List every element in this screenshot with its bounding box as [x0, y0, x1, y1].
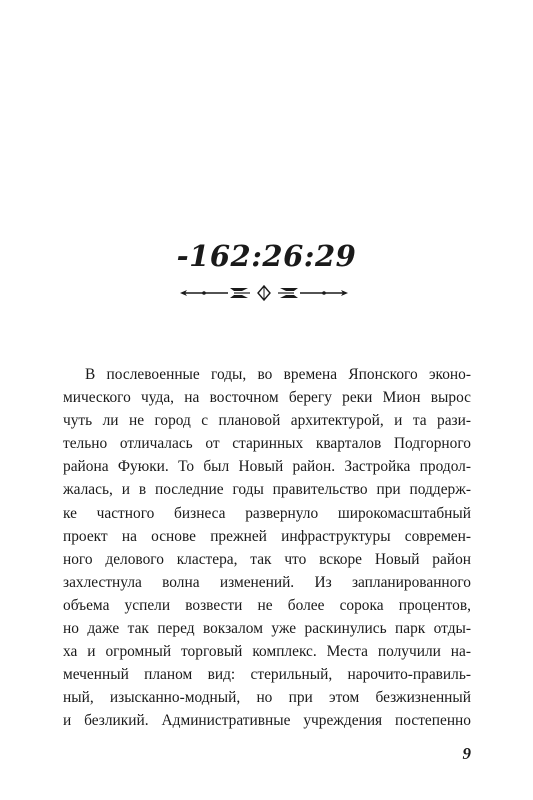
- text-line: района Фуюки. То был Новый район. Застройка продол-: [63, 458, 471, 476]
- chapter-title: -162:26:29: [176, 239, 357, 273]
- text-line: но даже так перед вокзалом уже раскинулись парк отды-: [63, 620, 471, 638]
- text-line: тельно отличалась от старинных кварталов Подгорного: [63, 435, 471, 453]
- text-line: ного делового кластера, так что вскоре Новый район: [63, 550, 471, 568]
- text-line: меченный планом вид: стерильный, нарочито-правиль-: [63, 666, 471, 684]
- text-line: захлестнула волна изменений. Из запланированного: [63, 573, 471, 591]
- text-line: ный, изысканно-модный, но при этом безжизненный: [63, 689, 471, 707]
- text-line: ха и огромный торговый комплекс. Места получили на-: [63, 643, 471, 661]
- text-line: жалась, и в последние годы правительство при поддерж-: [63, 481, 471, 499]
- page-number: 9: [462, 744, 471, 763]
- body-text: [63, 363, 471, 733]
- text-line: объема успели возвести не более сорока процентов,: [63, 596, 471, 614]
- text-line: и безликий. Административные учреждения постепенно: [63, 712, 471, 730]
- text-line: мического чуда, на восточном берегу реки Мион вырос: [63, 389, 471, 407]
- text-line: проект на основе прежней инфраструктуры современ-: [63, 527, 471, 545]
- text-line: чуть ли не город с плановой архитектурой, и та рази-: [63, 412, 471, 430]
- text-line: В послевоенные годы, во времена Японского эконо-: [85, 366, 471, 383]
- text-line: ке частного бизнеса развернуло широкомасштабный: [63, 504, 471, 522]
- ornament-divider-icon: [180, 284, 348, 302]
